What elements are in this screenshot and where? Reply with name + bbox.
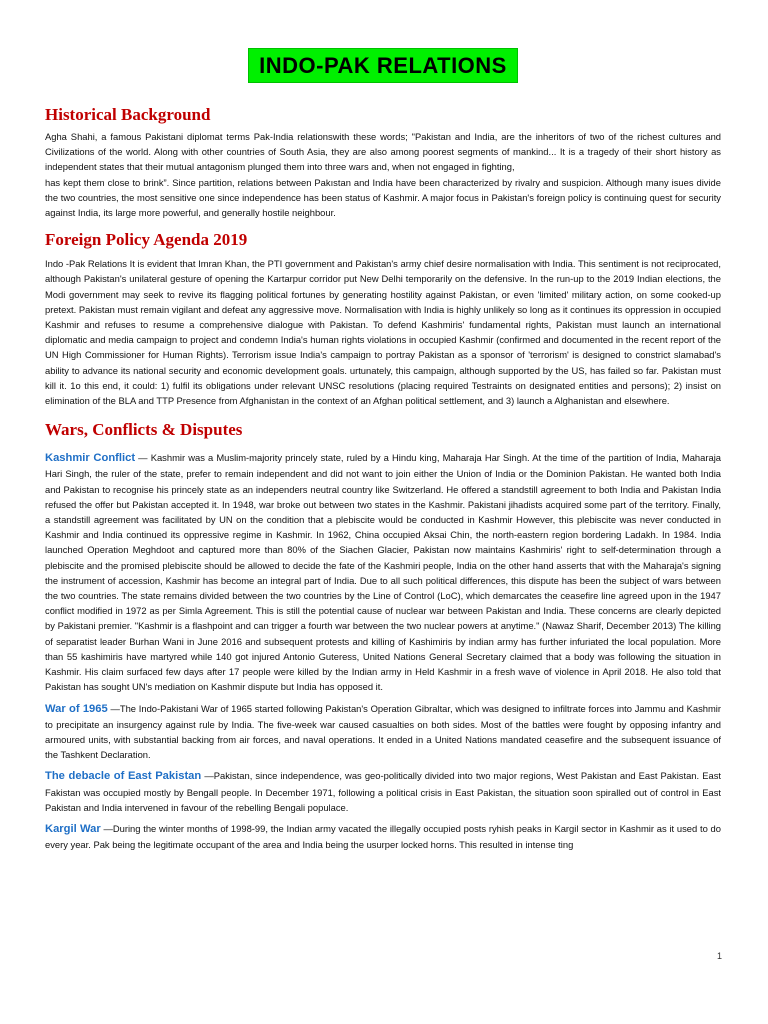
historical-paragraph-1: Agha Shahi, a famous Pakistani diplomat terms Pak-India relationswith these words; "Pakistan and India, are the inheritors of two of the richest cultures and Civilizations of the world. Along with other countries of South Asia, they are also among poorest segments of mankind... It is a tragedy of their short history as independent states that their mutual antagonism plunged them into three wars and, when not engaged in fighting,	[45, 131, 721, 173]
heading-historical-background: Historical Background	[45, 105, 211, 124]
kashmir-conflict-text: — Kashmir was a Muslim-majority princely state, ruled by a Hindu king, Maharaja Har Singh. At the time of the partition of India, Maharaja Hari Singh, the ruler of the state, prefer to remain independent and did not want to join either the Union of India or the Dominion Pakistan. He wanted both India and Pakistan to recognise his princely state as an independers neutral country like Switzerland. He offered a standstill agreement to both India and Pakistan India refused the offer but Pakistan accepted it. In 1948, war broke out between two states in the Kashmir. Pakistani jihadists acquired some part of the territory. Finally, a standstill agreement was facilitated by UN on the condition that a plebiscite would be conducted in Kashmir However, this plebiscite was never conducted in Kashmir and India continued its oppressive regime in Kashmir. In 1962, China occupied Aksai Chin, the north-eastern region bordering Ladakh. In 1984. India launched Operation Meghdoot and captured more than 80% of the Siachen Glacier, Pakistan now maintains Kashmiris' right to self-determination through a plebiscite and the promised plebiscite should be allowed to decide the fate of the Kashmiri people, India on the other hand asserts that with the Maharaja's signing the instrument of accession, Kashmir has become an integral part of India. Due to all such political differences, this dispute has been the subject of wars between the two countries. The state remains divided between the two countries by the Line of Control (LoC), which demarcates the ceasefire line agreed upon in the 1947 conflict modified in 1972 as per Simla Agreement. This is still the potential cause of nuclear war between Pakistan and India. These concerns are clearly depicted by Pakistani premier. "Kashmir is a flashpoint and can trigger a fourth war between the two nuclear powers at anytime." (Nawaz Sharif, December 2013) The killing of separatist leader Burhan Wani in June 2016 and subsequent protests and killing of Kashimiris by indian army has further infuriated the local population. More than 55 kashimiris have martyred while 140 got injured Antonio Guteress, United Nations General Secretary claimed that a body was following the situation in Kashmir. His claim surfaced few days after 17 people were killed by the Indian army in Held Kashmir in a fresh wave of violence in April 2018. He also told that Pakistan has sought UN's mediation on Kashmir dispute but India has opposed it.	[45, 452, 721, 693]
war-1965-label: War of 1965	[45, 702, 108, 715]
east-pakistan-text: —Pakistan, since independence, was geo-politically divided into two major regions, West Pakistan and East Pakistan. East Fakistan was occupied mostly by Bengall people. In December 1971, following a political crisis in East Pakistan, the situation soon spiralled out of control in East Pakistan and India intervened in favour of the rebelling Bengali populace.	[45, 770, 721, 813]
east-pakistan-label: The debacle of East Pakistan	[45, 770, 202, 783]
heading-foreign-policy: Foreign Policy Agenda 2019	[45, 230, 248, 250]
document-title: INDO-PAK RELATIONS	[248, 48, 518, 83]
historical-paragraph-2: has kept them close to brink”. Since partition, relations between Pakıstan and India have been characterized by rivalry and suspicion. Although many isues divide the two countries, the most sensitive one since independence has been status of Kashmir. A major focus in Pakistan's foreign policy is continuing quest for security against India, its large more powerful, and generally hostile neighbour.	[45, 176, 721, 219]
kashmir-conflict-label: Kashmir Conflict	[45, 452, 136, 465]
foreign-policy-paragraph: Indo -Pak Relations It is evident that Imran Khan, the PTI government and Pakistan's army chief desire normalisation with India. This sentiment is not reciprocated, although Pakistan's unilateral gesture of opening the Kartarpur corridor put New Delhi temporarily on the defensive. In the run-up to the 2019 Indian elections, the Modi government may seek to revive its flagging political fortunes by generating hostility against Pakistan, or even 'limited' military action, on some cooked-up pretext. Pakistan must remain vigilant and defeat any aggressive move. Normalisation with India is highly unlikely so long as it continues its oppression in occupied Kashmir and refuses to resume a comprehensive dialogue with Pakistan. To defend Kashmiris' fundamental rights, Pakistan must launch an international diplomatic and media campaign to project and condemn India's human rights violations in occupied Kashmir (confirmed and documented in the recent report of the UN High Commissioner for Human Rights). Terrorism issue India's campaign to portray Pakistan as a sponsor of 'terrorism' is designed to constrict slamabad's ability to advance its national security and economic development goals. urtunately, this campaign, although supported by the US, has failed so far. Pakistan must kill it. 1o this end, it could: 1) fulfil its obligations under relevant UNSC resolutions (placing required Testraints on designated entities and persons); 2) insist on elimination of the BLA and TTP Presence from Afghanistan in the context of an Afghan political settlement, and 3) launch a Alghanistan and elsewhere.	[45, 258, 721, 407]
war-1965-text: —The Indo-Pakistani War of 1965 started following Pakistan's Operation Gibraltar, which was designed to infiltrate forces into Jammu and Kashmir to precipitate an insurgency against rule by India. The five-week war caused casualties on both sides. Most of the battles were fought by opposing infantry and armoured units, with substantial backing from air forces, and naval operations. It ended in a United Nations mandated ceasefire and the subsequent issuance of the Tashkent Declaration.	[45, 702, 721, 761]
kargil-war-paragraph	[45, 821, 721, 852]
east-pakistan-paragraph	[45, 768, 721, 815]
kashmir-conflict-paragraph	[45, 450, 721, 694]
war-1965-paragraph	[45, 701, 721, 763]
heading-wars-conflicts: Wars, Conflicts & Disputes	[45, 420, 243, 440]
document-page	[45, 0, 721, 852]
kargil-war-text: —During the winter months of 1998-99, the Indian army vacated the illegally occupied posts ryhish peaks in Kargil sector in Kashmir as it used to do every year. Pak being the legitimate occupant of the area and India being the usurper locked horns. This resulted in intense ting	[45, 822, 721, 851]
page-number: 1	[716, 951, 722, 961]
kargil-war-label: Kargil War	[45, 822, 101, 835]
